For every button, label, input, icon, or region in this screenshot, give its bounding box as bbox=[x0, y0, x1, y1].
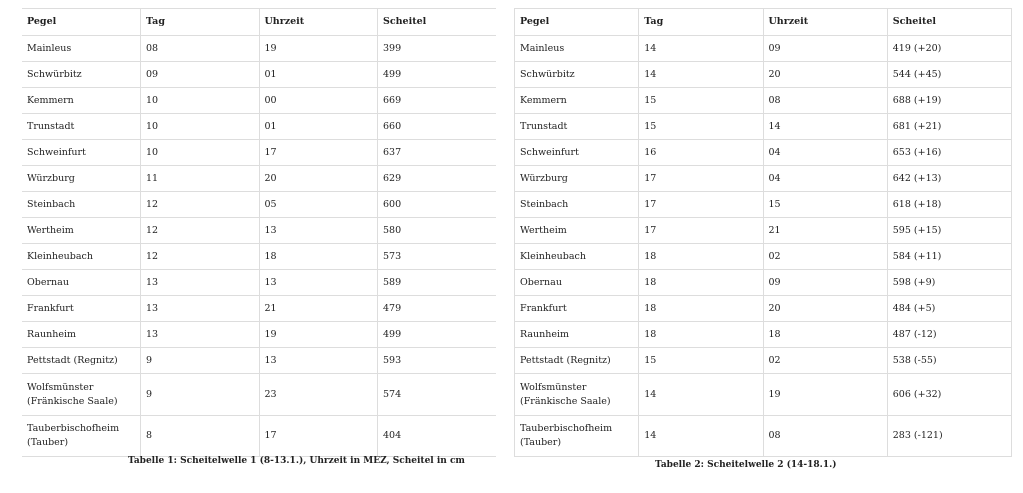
table-2-caption: Tabelle 2: Scheitelwelle 2 (14-18.1.) bbox=[655, 460, 837, 470]
cell-tag: 17 bbox=[639, 166, 763, 192]
table-2-container bbox=[514, 8, 1012, 457]
table-row bbox=[515, 348, 1012, 374]
cell-tag: 9 bbox=[141, 348, 260, 374]
header-uhrzeit: Uhrzeit bbox=[763, 9, 887, 36]
cell-tag: 13 bbox=[141, 270, 260, 296]
table-row bbox=[22, 192, 496, 218]
cell-uhrzeit: 02 bbox=[763, 348, 887, 374]
cell-pegel: Trunstadt bbox=[515, 114, 639, 140]
cell-scheitel: 681 (+21) bbox=[887, 114, 1011, 140]
table-row bbox=[515, 322, 1012, 348]
cell-pegel: Frankfurt bbox=[22, 296, 141, 322]
cell-scheitel: 598 (+9) bbox=[887, 270, 1011, 296]
cell-scheitel: 538 (-55) bbox=[887, 348, 1011, 374]
cell-tag: 18 bbox=[639, 322, 763, 348]
table-row bbox=[22, 348, 496, 374]
table-row bbox=[22, 416, 496, 457]
table-2-body bbox=[515, 36, 1012, 457]
table-1-header-row bbox=[22, 9, 496, 36]
cell-scheitel: 637 bbox=[378, 140, 497, 166]
header-scheitel: Scheitel bbox=[887, 9, 1011, 36]
cell-pegel: Mainleus bbox=[515, 36, 639, 62]
cell-uhrzeit: 04 bbox=[763, 140, 887, 166]
cell-pegel: Raunheim bbox=[515, 322, 639, 348]
cell-tag: 14 bbox=[639, 374, 763, 416]
cell-pegel: Tauberbischofheim (Tauber) bbox=[22, 416, 141, 457]
cell-scheitel: 404 bbox=[378, 416, 497, 457]
cell-pegel: Kleinheubach bbox=[22, 244, 141, 270]
cell-pegel: Würzburg bbox=[515, 166, 639, 192]
cell-scheitel: 419 (+20) bbox=[887, 36, 1011, 62]
table-1-caption: Tabelle 1: Scheitelwelle 1 (8-13.1.), Uhrzeit in MEZ, Scheitel in cm bbox=[128, 456, 465, 466]
cell-uhrzeit: 19 bbox=[259, 36, 378, 62]
table-row bbox=[22, 296, 496, 322]
cell-pegel: Wertheim bbox=[515, 218, 639, 244]
cell-scheitel: 499 bbox=[378, 322, 497, 348]
cell-scheitel: 580 bbox=[378, 218, 497, 244]
cell-pegel: Tauberbischofheim (Tauber) bbox=[515, 416, 639, 457]
cell-pegel: Pettstadt (Regnitz) bbox=[515, 348, 639, 374]
cell-tag: 14 bbox=[639, 62, 763, 88]
cell-tag: 9 bbox=[141, 374, 260, 416]
cell-uhrzeit: 23 bbox=[259, 374, 378, 416]
cell-uhrzeit: 14 bbox=[763, 114, 887, 140]
header-scheitel: Scheitel bbox=[378, 9, 497, 36]
cell-scheitel: 606 (+32) bbox=[887, 374, 1011, 416]
cell-tag: 15 bbox=[639, 88, 763, 114]
cell-uhrzeit: 19 bbox=[259, 322, 378, 348]
cell-uhrzeit: 09 bbox=[763, 36, 887, 62]
cell-uhrzeit: 17 bbox=[259, 416, 378, 457]
cell-tag: 11 bbox=[141, 166, 260, 192]
cell-uhrzeit: 08 bbox=[763, 88, 887, 114]
cell-scheitel: 499 bbox=[378, 62, 497, 88]
cell-uhrzeit: 00 bbox=[259, 88, 378, 114]
table-row bbox=[515, 416, 1012, 457]
cell-uhrzeit: 21 bbox=[259, 296, 378, 322]
header-pegel: Pegel bbox=[515, 9, 639, 36]
table-row bbox=[515, 244, 1012, 270]
cell-tag: 12 bbox=[141, 192, 260, 218]
cell-uhrzeit: 18 bbox=[259, 244, 378, 270]
table-1-container bbox=[22, 8, 496, 457]
cell-pegel: Kemmern bbox=[22, 88, 141, 114]
cell-scheitel: 642 (+13) bbox=[887, 166, 1011, 192]
cell-uhrzeit: 20 bbox=[763, 296, 887, 322]
table-row bbox=[22, 114, 496, 140]
cell-scheitel: 629 bbox=[378, 166, 497, 192]
cell-tag: 10 bbox=[141, 114, 260, 140]
cell-pegel: Steinbach bbox=[22, 192, 141, 218]
table-row bbox=[515, 296, 1012, 322]
cell-uhrzeit: 15 bbox=[763, 192, 887, 218]
cell-tag: 13 bbox=[141, 296, 260, 322]
cell-scheitel: 589 bbox=[378, 270, 497, 296]
cell-tag: 09 bbox=[141, 62, 260, 88]
cell-uhrzeit: 19 bbox=[763, 374, 887, 416]
cell-uhrzeit: 18 bbox=[763, 322, 887, 348]
cell-pegel: Steinbach bbox=[515, 192, 639, 218]
cell-tag: 18 bbox=[639, 296, 763, 322]
header-uhrzeit: Uhrzeit bbox=[259, 9, 378, 36]
table-row bbox=[22, 218, 496, 244]
cell-tag: 18 bbox=[639, 270, 763, 296]
cell-uhrzeit: 09 bbox=[763, 270, 887, 296]
table-row bbox=[515, 140, 1012, 166]
cell-uhrzeit: 05 bbox=[259, 192, 378, 218]
cell-uhrzeit: 13 bbox=[259, 348, 378, 374]
cell-scheitel: 487 (-12) bbox=[887, 322, 1011, 348]
cell-pegel: Schweinfurt bbox=[515, 140, 639, 166]
table-row bbox=[22, 374, 496, 416]
cell-pegel: Wolfsmünster (Fränkische Saale) bbox=[515, 374, 639, 416]
table-row bbox=[515, 166, 1012, 192]
cell-uhrzeit: 13 bbox=[259, 270, 378, 296]
cell-scheitel: 484 (+5) bbox=[887, 296, 1011, 322]
cell-uhrzeit: 20 bbox=[763, 62, 887, 88]
table-row bbox=[22, 244, 496, 270]
cell-scheitel: 584 (+11) bbox=[887, 244, 1011, 270]
cell-uhrzeit: 20 bbox=[259, 166, 378, 192]
table-row bbox=[22, 88, 496, 114]
table-row bbox=[515, 114, 1012, 140]
cell-scheitel: 479 bbox=[378, 296, 497, 322]
cell-uhrzeit: 21 bbox=[763, 218, 887, 244]
cell-tag: 08 bbox=[141, 36, 260, 62]
header-tag: Tag bbox=[141, 9, 260, 36]
header-pegel: Pegel bbox=[22, 9, 141, 36]
table-1-body bbox=[22, 36, 496, 457]
cell-tag: 15 bbox=[639, 114, 763, 140]
cell-tag: 10 bbox=[141, 88, 260, 114]
cell-tag: 10 bbox=[141, 140, 260, 166]
table-row bbox=[22, 166, 496, 192]
cell-tag: 17 bbox=[639, 192, 763, 218]
cell-tag: 14 bbox=[639, 36, 763, 62]
cell-tag: 12 bbox=[141, 244, 260, 270]
cell-scheitel: 688 (+19) bbox=[887, 88, 1011, 114]
table-row bbox=[515, 88, 1012, 114]
table-row bbox=[22, 140, 496, 166]
cell-pegel: Schwürbitz bbox=[22, 62, 141, 88]
cell-scheitel: 600 bbox=[378, 192, 497, 218]
cell-scheitel: 595 (+15) bbox=[887, 218, 1011, 244]
cell-pegel: Trunstadt bbox=[22, 114, 141, 140]
cell-scheitel: 618 (+18) bbox=[887, 192, 1011, 218]
cell-uhrzeit: 13 bbox=[259, 218, 378, 244]
cell-pegel: Schweinfurt bbox=[22, 140, 141, 166]
cell-tag: 16 bbox=[639, 140, 763, 166]
cell-pegel: Kleinheubach bbox=[515, 244, 639, 270]
table-1 bbox=[22, 8, 496, 457]
header-tag: Tag bbox=[639, 9, 763, 36]
cell-scheitel: 653 (+16) bbox=[887, 140, 1011, 166]
cell-pegel: Obernau bbox=[515, 270, 639, 296]
cell-pegel: Wolfsmünster (Fränkische Saale) bbox=[22, 374, 141, 416]
table-row bbox=[22, 270, 496, 296]
cell-scheitel: 660 bbox=[378, 114, 497, 140]
cell-scheitel: 573 bbox=[378, 244, 497, 270]
cell-uhrzeit: 04 bbox=[763, 166, 887, 192]
cell-uhrzeit: 17 bbox=[259, 140, 378, 166]
cell-scheitel: 399 bbox=[378, 36, 497, 62]
cell-scheitel: 669 bbox=[378, 88, 497, 114]
cell-pegel: Raunheim bbox=[22, 322, 141, 348]
cell-tag: 17 bbox=[639, 218, 763, 244]
cell-scheitel: 574 bbox=[378, 374, 497, 416]
table-row bbox=[515, 218, 1012, 244]
table-2-header-row bbox=[515, 9, 1012, 36]
cell-scheitel: 544 (+45) bbox=[887, 62, 1011, 88]
cell-tag: 8 bbox=[141, 416, 260, 457]
cell-pegel: Kemmern bbox=[515, 88, 639, 114]
cell-pegel: Würzburg bbox=[22, 166, 141, 192]
cell-tag: 14 bbox=[639, 416, 763, 457]
cell-tag: 15 bbox=[639, 348, 763, 374]
cell-pegel: Pettstadt (Regnitz) bbox=[22, 348, 141, 374]
table-row bbox=[22, 62, 496, 88]
table-row bbox=[515, 374, 1012, 416]
cell-pegel: Frankfurt bbox=[515, 296, 639, 322]
table-row bbox=[22, 322, 496, 348]
cell-scheitel: 593 bbox=[378, 348, 497, 374]
cell-uhrzeit: 02 bbox=[763, 244, 887, 270]
cell-pegel: Schwürbitz bbox=[515, 62, 639, 88]
cell-pegel: Wertheim bbox=[22, 218, 141, 244]
cell-pegel: Obernau bbox=[22, 270, 141, 296]
cell-pegel: Mainleus bbox=[22, 36, 141, 62]
cell-uhrzeit: 01 bbox=[259, 114, 378, 140]
cell-tag: 12 bbox=[141, 218, 260, 244]
table-row bbox=[22, 36, 496, 62]
cell-scheitel: 283 (-121) bbox=[887, 416, 1011, 457]
table-row bbox=[515, 62, 1012, 88]
table-row bbox=[515, 192, 1012, 218]
cell-uhrzeit: 01 bbox=[259, 62, 378, 88]
cell-tag: 13 bbox=[141, 322, 260, 348]
table-row bbox=[515, 36, 1012, 62]
cell-uhrzeit: 08 bbox=[763, 416, 887, 457]
cell-tag: 18 bbox=[639, 244, 763, 270]
table-row bbox=[515, 270, 1012, 296]
table-2 bbox=[514, 8, 1012, 457]
